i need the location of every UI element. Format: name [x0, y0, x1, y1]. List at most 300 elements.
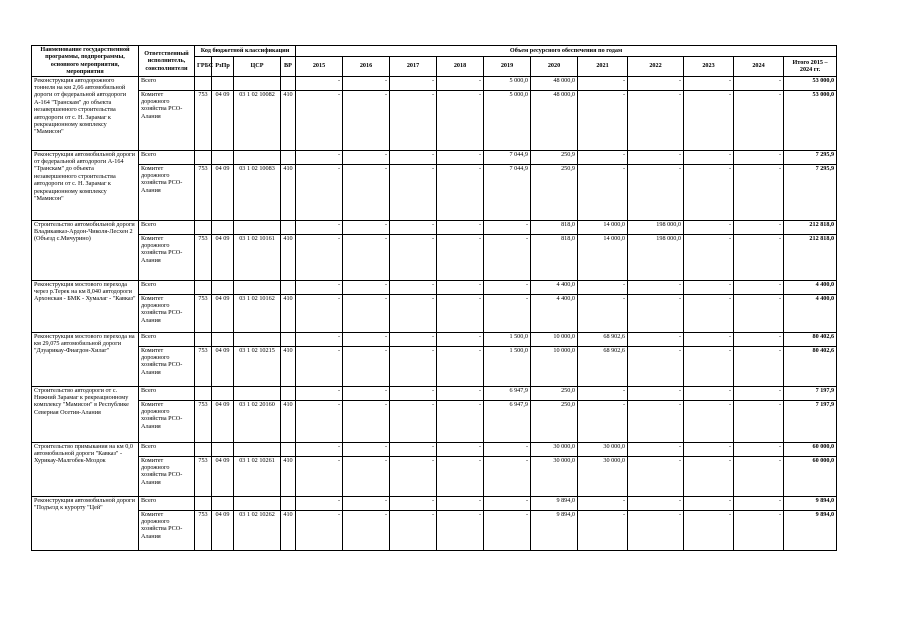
year-value: 250,0 — [531, 400, 578, 442]
rzpr-code: 04 09 — [212, 400, 234, 442]
rzpr-code: 04 09 — [212, 90, 234, 150]
table-row-executor — [32, 164, 837, 220]
year-value: - — [296, 332, 343, 346]
table-row-executor — [32, 400, 837, 442]
year-value: - — [296, 76, 343, 90]
year-value: - — [437, 510, 484, 550]
year-value: - — [684, 294, 734, 332]
year-value: - — [390, 442, 437, 456]
year-value: - — [578, 164, 628, 220]
year-value: - — [628, 510, 684, 550]
year-value: - — [734, 234, 784, 280]
year-value: - — [437, 400, 484, 442]
total-value: 4 400,0 — [784, 280, 837, 294]
year-value: - — [484, 496, 531, 510]
year-value: 818,0 — [531, 234, 578, 280]
year-value: 48 000,0 — [531, 76, 578, 90]
year-value: - — [437, 150, 484, 164]
total-value: 7 197,9 — [784, 400, 837, 442]
executor: Всего — [139, 150, 195, 164]
year-value: - — [343, 346, 390, 386]
grbs-code — [195, 386, 212, 400]
year-value: - — [734, 346, 784, 386]
year-value: 6 947,9 — [484, 386, 531, 400]
total-value: 53 000,0 — [784, 76, 837, 90]
year-value: - — [437, 234, 484, 280]
year-value: - — [437, 294, 484, 332]
program-name: Реконструкция автомобильной дороги от федеральной автодороги А-164 "Транскам" до объекта незавершенного строительства автодороги от с. Н. Зарамаг к рекреационному комплексу "Мамисон" — [32, 150, 139, 220]
executor: Комитет дорожного хозяйства РСО-Алания — [139, 346, 195, 386]
year-value: - — [437, 220, 484, 234]
grbs-code: 753 — [195, 90, 212, 150]
year-value: - — [296, 150, 343, 164]
total-value: 212 818,0 — [784, 220, 837, 234]
executor: Всего — [139, 76, 195, 90]
year-value: - — [734, 386, 784, 400]
header-executor: Ответственный исполнитель, соисполнители — [139, 46, 195, 77]
program-name: Реконструкция мостового перехода через р.Терек на км 8,040 автодороги Архонская - БМК - Хумалаг - "Кавказ" — [32, 280, 139, 332]
table-row-executor — [32, 346, 837, 386]
year-value: - — [296, 90, 343, 150]
executor: Всего — [139, 280, 195, 294]
year-value: - — [484, 234, 531, 280]
year-value: 30 000,0 — [531, 456, 578, 496]
year-value: 4 400,0 — [531, 294, 578, 332]
csr-code: 03 1 02 20160 — [234, 400, 281, 442]
year-value: - — [484, 294, 531, 332]
grbs-code: 753 — [195, 456, 212, 496]
vr-code — [281, 332, 296, 346]
year-value: - — [390, 332, 437, 346]
year-value: - — [437, 456, 484, 496]
total-value: 9 894,0 — [784, 510, 837, 550]
year-value: - — [390, 456, 437, 496]
year-value: - — [628, 332, 684, 346]
total-value: 7 295,9 — [784, 150, 837, 164]
vr-code — [281, 496, 296, 510]
year-value: - — [628, 76, 684, 90]
year-value: - — [684, 442, 734, 456]
grbs-code: 753 — [195, 346, 212, 386]
csr-code: 03 1 02 10162 — [234, 294, 281, 332]
vr-code: 410 — [281, 90, 296, 150]
vr-code: 410 — [281, 400, 296, 442]
table-row-total — [32, 280, 837, 294]
year-value: 68 902,6 — [578, 346, 628, 386]
header-year: 2024 — [734, 56, 784, 76]
year-value: 250,0 — [531, 386, 578, 400]
year-value: 10 000,0 — [531, 346, 578, 386]
csr-code — [234, 332, 281, 346]
year-value: - — [296, 294, 343, 332]
grbs-code — [195, 220, 212, 234]
year-value: - — [578, 510, 628, 550]
total-value: 60 000,0 — [784, 442, 837, 456]
year-value: - — [390, 346, 437, 386]
rzpr-code: 04 09 — [212, 234, 234, 280]
year-value: - — [296, 510, 343, 550]
year-value: - — [484, 280, 531, 294]
year-value: - — [734, 220, 784, 234]
rzpr-code — [212, 332, 234, 346]
year-value: - — [296, 400, 343, 442]
csr-code — [234, 150, 281, 164]
year-value: 4 400,0 — [531, 280, 578, 294]
year-value: - — [628, 456, 684, 496]
year-value: - — [684, 220, 734, 234]
year-value: - — [578, 150, 628, 164]
program-name: Реконструкция автомобильной дороги "Подъезд к курорту "Цей" — [32, 496, 139, 550]
rzpr-code: 04 09 — [212, 456, 234, 496]
total-value: 7 197,9 — [784, 386, 837, 400]
grbs-code — [195, 280, 212, 294]
year-value: - — [343, 76, 390, 90]
year-value: - — [684, 332, 734, 346]
executor: Комитет дорожного хозяйства РСО-Алания — [139, 456, 195, 496]
year-value: - — [390, 220, 437, 234]
year-value: - — [578, 76, 628, 90]
year-value: - — [296, 496, 343, 510]
year-value: 48 000,0 — [531, 90, 578, 150]
executor: Комитет дорожного хозяйства РСО-Алания — [139, 234, 195, 280]
year-value: 9 894,0 — [531, 510, 578, 550]
year-value: - — [684, 76, 734, 90]
header-rzpr: РзПр — [212, 56, 234, 76]
vr-code: 410 — [281, 234, 296, 280]
year-value: 6 947,9 — [484, 400, 531, 442]
csr-code: 03 1 02 10083 — [234, 164, 281, 220]
table-row-total — [32, 386, 837, 400]
year-value: - — [734, 90, 784, 150]
year-value: - — [628, 496, 684, 510]
grbs-code: 753 — [195, 294, 212, 332]
header-year: 2018 — [437, 56, 484, 76]
year-value: 30 000,0 — [531, 442, 578, 456]
grbs-code — [195, 442, 212, 456]
year-value: 30 000,0 — [578, 442, 628, 456]
executor: Комитет дорожного хозяйства РСО-Алания — [139, 400, 195, 442]
header-total: Итого 2015 – 2024 гг. — [784, 56, 837, 76]
total-value: 212 818,0 — [784, 234, 837, 280]
year-value: - — [343, 456, 390, 496]
year-value: - — [684, 164, 734, 220]
year-value: - — [628, 280, 684, 294]
year-value: - — [484, 510, 531, 550]
vr-code — [281, 442, 296, 456]
year-value: - — [684, 496, 734, 510]
vr-code — [281, 220, 296, 234]
year-value: - — [390, 90, 437, 150]
year-value: - — [628, 442, 684, 456]
program-name: Строительство автомобильной дороги Владикавказ-Ардон-Чиколя-Лесхен 2 (Объезд с.Мичурино) — [32, 220, 139, 280]
year-value: 7 044,9 — [484, 150, 531, 164]
grbs-code — [195, 496, 212, 510]
year-value: - — [484, 442, 531, 456]
vr-code: 410 — [281, 164, 296, 220]
grbs-code — [195, 150, 212, 164]
year-value: - — [437, 496, 484, 510]
table-row-total — [32, 496, 837, 510]
year-value: - — [734, 442, 784, 456]
header-csr: ЦСР — [234, 56, 281, 76]
year-value: 10 000,0 — [531, 332, 578, 346]
year-value: - — [343, 90, 390, 150]
vr-code: 410 — [281, 510, 296, 550]
year-value: - — [628, 164, 684, 220]
year-value: - — [390, 280, 437, 294]
header-resource: Объем ресурсного обеспечения по годам — [296, 46, 837, 57]
year-value: - — [684, 346, 734, 386]
csr-code: 03 1 02 10161 — [234, 234, 281, 280]
year-value: - — [390, 150, 437, 164]
vr-code — [281, 76, 296, 90]
year-value: 250,9 — [531, 164, 578, 220]
csr-code — [234, 496, 281, 510]
total-value: 4 400,0 — [784, 294, 837, 332]
year-value: - — [343, 234, 390, 280]
executor: Комитет дорожного хозяйства РСО-Алания — [139, 90, 195, 150]
year-value: - — [734, 76, 784, 90]
grbs-code — [195, 332, 212, 346]
table-row-total — [32, 332, 837, 346]
rzpr-code: 04 09 — [212, 164, 234, 220]
year-value: 5 000,0 — [484, 90, 531, 150]
total-value: 53 000,0 — [784, 90, 837, 150]
table-row-executor — [32, 456, 837, 496]
vr-code — [281, 150, 296, 164]
total-value: 80 402,6 — [784, 332, 837, 346]
year-value: - — [628, 294, 684, 332]
year-value: - — [390, 294, 437, 332]
year-value: - — [437, 386, 484, 400]
year-value: - — [390, 510, 437, 550]
header-year: 2019 — [484, 56, 531, 76]
csr-code — [234, 280, 281, 294]
year-value: - — [684, 280, 734, 294]
table-row-total — [32, 220, 837, 234]
csr-code: 03 1 02 10215 — [234, 346, 281, 386]
year-value: - — [628, 400, 684, 442]
year-value: - — [628, 346, 684, 386]
rzpr-code — [212, 442, 234, 456]
header-year: 2020 — [531, 56, 578, 76]
vr-code — [281, 386, 296, 400]
grbs-code — [195, 76, 212, 90]
year-value: - — [437, 90, 484, 150]
table-row-total — [32, 442, 837, 456]
year-value: - — [578, 386, 628, 400]
year-value: - — [578, 280, 628, 294]
year-value: - — [734, 400, 784, 442]
header-year: 2023 — [684, 56, 734, 76]
year-value: - — [734, 496, 784, 510]
year-value: - — [343, 496, 390, 510]
year-value: - — [296, 456, 343, 496]
total-value: 7 295,9 — [784, 164, 837, 220]
program-name: Строительство автодороги от с. Нижний Зарамаг к рекреационному комплексу "Мамисон" в Республике Северная Осетия-Алания — [32, 386, 139, 442]
year-value: 198 000,0 — [628, 234, 684, 280]
year-value: - — [390, 400, 437, 442]
executor: Всего — [139, 442, 195, 456]
year-value: 7 044,9 — [484, 164, 531, 220]
year-value: - — [628, 386, 684, 400]
year-value: 30 000,0 — [578, 456, 628, 496]
header-year: 2022 — [628, 56, 684, 76]
year-value: 14 000,0 — [578, 234, 628, 280]
year-value: - — [734, 280, 784, 294]
csr-code — [234, 442, 281, 456]
year-value: - — [684, 400, 734, 442]
table-row-total — [32, 76, 837, 90]
vr-code: 410 — [281, 456, 296, 496]
executor: Всего — [139, 496, 195, 510]
grbs-code: 753 — [195, 400, 212, 442]
year-value: - — [684, 234, 734, 280]
executor: Всего — [139, 386, 195, 400]
header-budget-code: Код бюджетной классификации — [195, 46, 296, 57]
csr-code — [234, 386, 281, 400]
rzpr-code — [212, 150, 234, 164]
year-value: 68 902,6 — [578, 332, 628, 346]
header-year: 2017 — [390, 56, 437, 76]
csr-code — [234, 76, 281, 90]
year-value: 818,0 — [531, 220, 578, 234]
year-value: - — [734, 510, 784, 550]
rzpr-code — [212, 386, 234, 400]
year-value: 1 500,0 — [484, 332, 531, 346]
rzpr-code — [212, 496, 234, 510]
year-value: - — [437, 346, 484, 386]
program-name: Реконструкция автодорожного тоннеля на км 2,66 автомобильной дороги от федеральной автодороги А-164 "Транскам" до объекта незавершенного строительства автодороги от с. Н. Зарамаг к рекреационному комплексу "Мамисон" — [32, 76, 139, 150]
year-value: - — [578, 90, 628, 150]
header-name: Наименование государственной программы, подпрограммы, основного мероприятия, мероприятия — [32, 46, 139, 77]
table-row-executor — [32, 234, 837, 280]
year-value: - — [484, 220, 531, 234]
rzpr-code — [212, 220, 234, 234]
year-value: - — [343, 164, 390, 220]
year-value: - — [296, 386, 343, 400]
year-value: - — [484, 456, 531, 496]
table-row-executor — [32, 90, 837, 150]
grbs-code: 753 — [195, 234, 212, 280]
year-value: - — [684, 90, 734, 150]
year-value: - — [296, 164, 343, 220]
table-row-total — [32, 150, 837, 164]
executor: Всего — [139, 220, 195, 234]
executor: Комитет дорожного хозяйства РСО-Алания — [139, 294, 195, 332]
year-value: - — [684, 456, 734, 496]
year-value: - — [734, 332, 784, 346]
year-value: - — [390, 386, 437, 400]
csr-code: 03 1 02 10082 — [234, 90, 281, 150]
rzpr-code: 04 09 — [212, 294, 234, 332]
year-value: - — [390, 164, 437, 220]
year-value: - — [343, 150, 390, 164]
year-value: - — [296, 346, 343, 386]
program-name: Реконструкция мостового перехода на км 29,075 автомобильной дороги "Дзуарикау-Фиагдон-Хилаг" — [32, 332, 139, 386]
table-row-executor — [32, 294, 837, 332]
year-value: - — [390, 76, 437, 90]
header-year: 2015 — [296, 56, 343, 76]
year-value: 9 894,0 — [531, 496, 578, 510]
csr-code — [234, 220, 281, 234]
year-value: 1 500,0 — [484, 346, 531, 386]
year-value: - — [734, 150, 784, 164]
year-value: - — [343, 400, 390, 442]
year-value: - — [296, 442, 343, 456]
vr-code — [281, 280, 296, 294]
rzpr-code — [212, 280, 234, 294]
year-value: - — [343, 220, 390, 234]
csr-code: 03 1 02 10261 — [234, 456, 281, 496]
year-value: - — [343, 442, 390, 456]
year-value: 250,9 — [531, 150, 578, 164]
header-row-main — [32, 46, 837, 57]
grbs-code: 753 — [195, 164, 212, 220]
year-value: - — [437, 442, 484, 456]
year-value: - — [578, 400, 628, 442]
year-value: 14 000,0 — [578, 220, 628, 234]
rzpr-code: 04 09 — [212, 346, 234, 386]
executor: Комитет дорожного хозяйства РСО-Алания — [139, 164, 195, 220]
year-value: - — [296, 220, 343, 234]
grbs-code: 753 — [195, 510, 212, 550]
year-value: - — [343, 280, 390, 294]
header-vr: ВР — [281, 56, 296, 76]
header-year: 2016 — [343, 56, 390, 76]
year-value: - — [734, 164, 784, 220]
total-value: 60 000,0 — [784, 456, 837, 496]
executor: Всего — [139, 332, 195, 346]
year-value: - — [628, 90, 684, 150]
year-value: - — [578, 496, 628, 510]
executor: Комитет дорожного хозяйства РСО-Алания — [139, 510, 195, 550]
vr-code: 410 — [281, 294, 296, 332]
total-value: 80 402,6 — [784, 346, 837, 386]
year-value: - — [684, 386, 734, 400]
total-value: 9 894,0 — [784, 496, 837, 510]
program-name: Строительство примыкания на км 0,0 автомобильной дороги "Кавказ" - Хурикау-Малгобек-Моздок — [32, 442, 139, 496]
year-value: - — [343, 332, 390, 346]
year-value: 5 000,0 — [484, 76, 531, 90]
year-value: - — [734, 456, 784, 496]
header-grbs: ГРБС — [195, 56, 212, 76]
year-value: - — [343, 386, 390, 400]
header-year: 2021 — [578, 56, 628, 76]
year-value: - — [684, 150, 734, 164]
year-value: - — [734, 294, 784, 332]
year-value: - — [343, 294, 390, 332]
year-value: - — [437, 76, 484, 90]
year-value: - — [578, 294, 628, 332]
table-row-executor — [32, 510, 837, 550]
year-value: - — [437, 280, 484, 294]
year-value: - — [437, 332, 484, 346]
csr-code: 03 1 02 10262 — [234, 510, 281, 550]
rzpr-code: 04 09 — [212, 510, 234, 550]
year-value: - — [296, 234, 343, 280]
rzpr-code — [212, 76, 234, 90]
year-value: 198 000,0 — [628, 220, 684, 234]
year-value: - — [296, 280, 343, 294]
year-value: - — [390, 496, 437, 510]
resource-table — [31, 45, 837, 551]
vr-code: 410 — [281, 346, 296, 386]
year-value: - — [390, 234, 437, 280]
year-value: - — [437, 164, 484, 220]
year-value: - — [628, 150, 684, 164]
table-body — [32, 76, 837, 550]
